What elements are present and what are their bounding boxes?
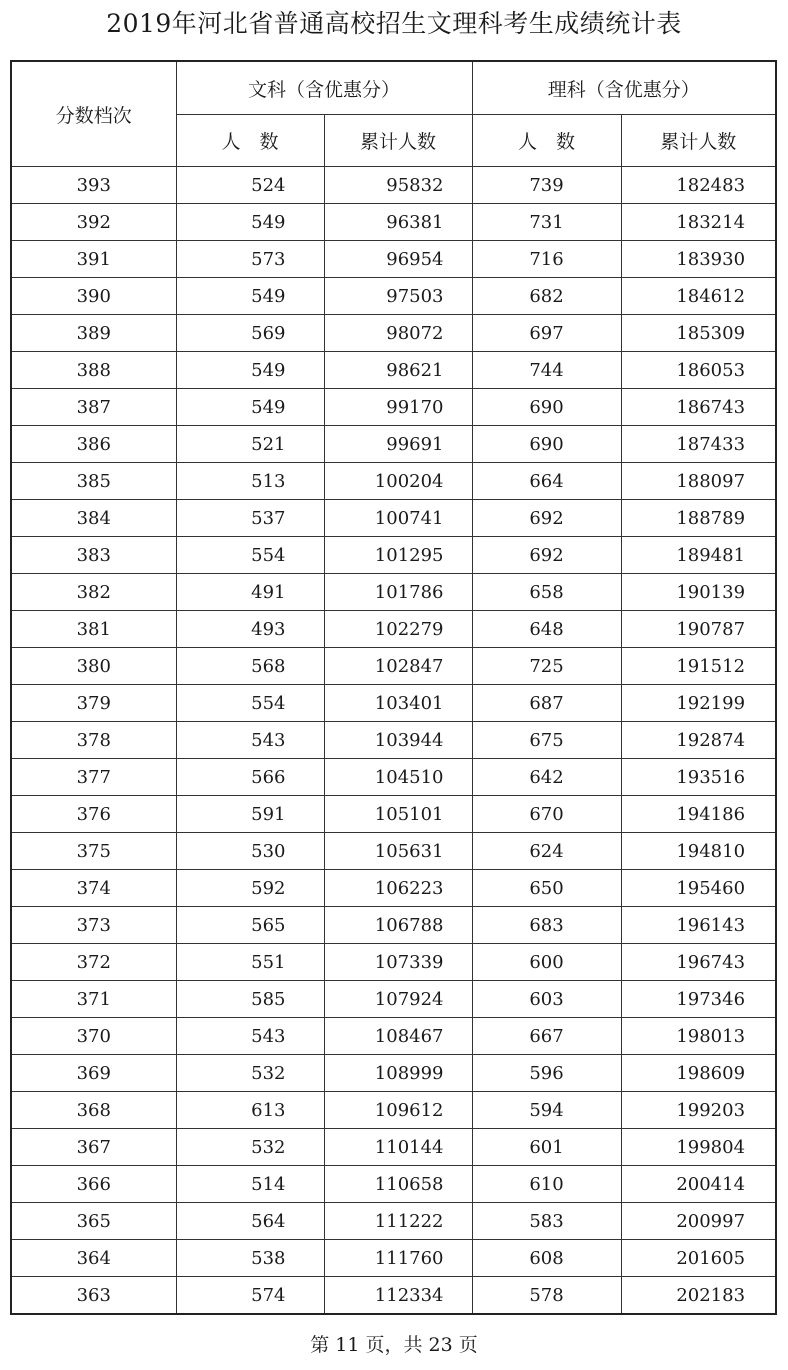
arts-count-cell: 568 bbox=[176, 648, 324, 685]
science-cumulative-cell: 199203 bbox=[621, 1092, 776, 1129]
table-body bbox=[11, 167, 776, 1315]
arts-count-cell: 549 bbox=[176, 278, 324, 315]
score-cell: 391 bbox=[11, 241, 176, 278]
arts-count-cell: 551 bbox=[176, 944, 324, 981]
science-count-cell: 624 bbox=[472, 833, 621, 870]
science-cumulative-cell: 200997 bbox=[621, 1203, 776, 1240]
science-count-cell: 675 bbox=[472, 722, 621, 759]
arts-count-cell: 569 bbox=[176, 315, 324, 352]
science-count-cell: 578 bbox=[472, 1277, 621, 1315]
arts-count-cell: 537 bbox=[176, 500, 324, 537]
arts-cumulative-cell: 102847 bbox=[324, 648, 472, 685]
table-row bbox=[11, 167, 776, 204]
science-cumulative-cell: 196143 bbox=[621, 907, 776, 944]
science-cumulative-cell: 202183 bbox=[621, 1277, 776, 1315]
arts-cumulative-header: 累计人数 bbox=[324, 115, 472, 167]
page-title: 2019年河北省普通高校招生文理科考生成绩统计表 bbox=[106, 9, 682, 38]
science-count-cell: 601 bbox=[472, 1129, 621, 1166]
score-cell: 381 bbox=[11, 611, 176, 648]
arts-count-cell: 514 bbox=[176, 1166, 324, 1203]
arts-cumulative-cell: 106788 bbox=[324, 907, 472, 944]
arts-cumulative-cell: 109612 bbox=[324, 1092, 472, 1129]
science-count-cell: 683 bbox=[472, 907, 621, 944]
science-count-cell: 642 bbox=[472, 759, 621, 796]
table-row bbox=[11, 1203, 776, 1240]
table-row bbox=[11, 352, 776, 389]
science-count-cell: 682 bbox=[472, 278, 621, 315]
science-count-cell: 697 bbox=[472, 315, 621, 352]
science-count-cell: 670 bbox=[472, 796, 621, 833]
arts-cumulative-cell: 102279 bbox=[324, 611, 472, 648]
science-cumulative-cell: 194810 bbox=[621, 833, 776, 870]
score-statistics-table bbox=[10, 60, 777, 1315]
arts-cumulative-cell: 111222 bbox=[324, 1203, 472, 1240]
science-count-cell: 648 bbox=[472, 611, 621, 648]
science-count-cell: 650 bbox=[472, 870, 621, 907]
science-cumulative-cell: 194186 bbox=[621, 796, 776, 833]
table-row bbox=[11, 1166, 776, 1203]
science-cumulative-cell: 193516 bbox=[621, 759, 776, 796]
science-count-cell: 731 bbox=[472, 204, 621, 241]
arts-cumulative-cell: 107339 bbox=[324, 944, 472, 981]
table-row bbox=[11, 685, 776, 722]
arts-count-cell: 554 bbox=[176, 537, 324, 574]
table-row bbox=[11, 500, 776, 537]
science-cumulative-cell: 196743 bbox=[621, 944, 776, 981]
score-cell: 385 bbox=[11, 463, 176, 500]
arts-cumulative-cell: 108999 bbox=[324, 1055, 472, 1092]
score-band-header: 分数档次 bbox=[11, 61, 176, 167]
science-cumulative-cell: 182483 bbox=[621, 167, 776, 204]
science-count-cell: 603 bbox=[472, 981, 621, 1018]
table-row bbox=[11, 944, 776, 981]
score-cell: 374 bbox=[11, 870, 176, 907]
arts-cumulative-cell: 110658 bbox=[324, 1166, 472, 1203]
arts-cumulative-cell: 98621 bbox=[324, 352, 472, 389]
arts-cumulative-cell: 95832 bbox=[324, 167, 472, 204]
science-count-cell: 692 bbox=[472, 537, 621, 574]
arts-count-cell: 543 bbox=[176, 722, 324, 759]
arts-cumulative-cell: 101786 bbox=[324, 574, 472, 611]
score-cell: 390 bbox=[11, 278, 176, 315]
table-row bbox=[11, 648, 776, 685]
science-count-cell: 692 bbox=[472, 500, 621, 537]
science-header: 理科（含优惠分） bbox=[472, 61, 776, 115]
arts-count-cell: 530 bbox=[176, 833, 324, 870]
science-count-cell: 594 bbox=[472, 1092, 621, 1129]
table-row bbox=[11, 1129, 776, 1166]
arts-count-cell: 549 bbox=[176, 204, 324, 241]
science-cumulative-cell: 198013 bbox=[621, 1018, 776, 1055]
science-count-cell: 667 bbox=[472, 1018, 621, 1055]
science-count-cell: 596 bbox=[472, 1055, 621, 1092]
arts-count-cell: 549 bbox=[176, 352, 324, 389]
science-count-cell: 744 bbox=[472, 352, 621, 389]
arts-count-cell: 613 bbox=[176, 1092, 324, 1129]
science-cumulative-cell: 183214 bbox=[621, 204, 776, 241]
arts-count-cell: 574 bbox=[176, 1277, 324, 1315]
score-cell: 365 bbox=[11, 1203, 176, 1240]
science-count-cell: 690 bbox=[472, 426, 621, 463]
science-cumulative-cell: 190139 bbox=[621, 574, 776, 611]
arts-cumulative-cell: 99691 bbox=[324, 426, 472, 463]
arts-count-cell: 585 bbox=[176, 981, 324, 1018]
table-row bbox=[11, 833, 776, 870]
score-cell: 384 bbox=[11, 500, 176, 537]
arts-cumulative-cell: 112334 bbox=[324, 1277, 472, 1315]
score-cell: 388 bbox=[11, 352, 176, 389]
science-count-header: 人 数 bbox=[472, 115, 621, 167]
arts-cumulative-cell: 103944 bbox=[324, 722, 472, 759]
arts-cumulative-cell: 104510 bbox=[324, 759, 472, 796]
table-row bbox=[11, 611, 776, 648]
arts-header: 文科（含优惠分） bbox=[176, 61, 472, 115]
science-count-cell: 725 bbox=[472, 648, 621, 685]
arts-count-cell: 538 bbox=[176, 1240, 324, 1277]
score-cell: 368 bbox=[11, 1092, 176, 1129]
science-count-cell: 690 bbox=[472, 389, 621, 426]
score-cell: 379 bbox=[11, 685, 176, 722]
score-cell: 371 bbox=[11, 981, 176, 1018]
arts-count-cell: 564 bbox=[176, 1203, 324, 1240]
arts-cumulative-cell: 103401 bbox=[324, 685, 472, 722]
arts-count-cell: 493 bbox=[176, 611, 324, 648]
science-count-cell: 658 bbox=[472, 574, 621, 611]
page-number: 第 11 页，共 23 页 bbox=[310, 1334, 478, 1356]
arts-count-cell: 565 bbox=[176, 907, 324, 944]
arts-cumulative-cell: 97503 bbox=[324, 278, 472, 315]
arts-cumulative-cell: 105101 bbox=[324, 796, 472, 833]
table-row bbox=[11, 1092, 776, 1129]
table-row bbox=[11, 870, 776, 907]
score-cell: 386 bbox=[11, 426, 176, 463]
arts-cumulative-cell: 96954 bbox=[324, 241, 472, 278]
table-row bbox=[11, 574, 776, 611]
score-cell: 373 bbox=[11, 907, 176, 944]
score-cell: 383 bbox=[11, 537, 176, 574]
science-cumulative-cell: 195460 bbox=[621, 870, 776, 907]
arts-count-cell: 592 bbox=[176, 870, 324, 907]
arts-cumulative-cell: 107924 bbox=[324, 981, 472, 1018]
score-cell: 372 bbox=[11, 944, 176, 981]
science-cumulative-cell: 200414 bbox=[621, 1166, 776, 1203]
arts-cumulative-cell: 101295 bbox=[324, 537, 472, 574]
science-cumulative-cell: 189481 bbox=[621, 537, 776, 574]
score-cell: 370 bbox=[11, 1018, 176, 1055]
arts-count-cell: 521 bbox=[176, 426, 324, 463]
arts-cumulative-cell: 96381 bbox=[324, 204, 472, 241]
score-cell: 387 bbox=[11, 389, 176, 426]
science-cumulative-cell: 199804 bbox=[621, 1129, 776, 1166]
table-row bbox=[11, 907, 776, 944]
science-count-cell: 739 bbox=[472, 167, 621, 204]
arts-count-cell: 573 bbox=[176, 241, 324, 278]
arts-count-cell: 549 bbox=[176, 389, 324, 426]
science-count-cell: 716 bbox=[472, 241, 621, 278]
table-row bbox=[11, 241, 776, 278]
science-cumulative-cell: 192874 bbox=[621, 722, 776, 759]
arts-count-cell: 543 bbox=[176, 1018, 324, 1055]
science-cumulative-header: 累计人数 bbox=[621, 115, 776, 167]
science-count-cell: 664 bbox=[472, 463, 621, 500]
arts-cumulative-cell: 110144 bbox=[324, 1129, 472, 1166]
table-row bbox=[11, 796, 776, 833]
table-row bbox=[11, 426, 776, 463]
arts-cumulative-cell: 100204 bbox=[324, 463, 472, 500]
science-count-cell: 608 bbox=[472, 1240, 621, 1277]
score-cell: 393 bbox=[11, 167, 176, 204]
score-cell: 369 bbox=[11, 1055, 176, 1092]
science-count-cell: 687 bbox=[472, 685, 621, 722]
science-cumulative-cell: 192199 bbox=[621, 685, 776, 722]
table-row bbox=[11, 1018, 776, 1055]
arts-cumulative-cell: 98072 bbox=[324, 315, 472, 352]
science-count-cell: 583 bbox=[472, 1203, 621, 1240]
table-row bbox=[11, 1277, 776, 1315]
arts-count-cell: 554 bbox=[176, 685, 324, 722]
science-cumulative-cell: 185309 bbox=[621, 315, 776, 352]
table-row bbox=[11, 389, 776, 426]
table-row bbox=[11, 759, 776, 796]
science-cumulative-cell: 191512 bbox=[621, 648, 776, 685]
science-cumulative-cell: 186053 bbox=[621, 352, 776, 389]
science-cumulative-cell: 187433 bbox=[621, 426, 776, 463]
science-count-cell: 600 bbox=[472, 944, 621, 981]
arts-count-cell: 532 bbox=[176, 1129, 324, 1166]
arts-cumulative-cell: 105631 bbox=[324, 833, 472, 870]
arts-count-cell: 591 bbox=[176, 796, 324, 833]
score-cell: 382 bbox=[11, 574, 176, 611]
score-cell: 375 bbox=[11, 833, 176, 870]
score-cell: 392 bbox=[11, 204, 176, 241]
science-count-cell: 610 bbox=[472, 1166, 621, 1203]
table-row bbox=[11, 981, 776, 1018]
score-cell: 377 bbox=[11, 759, 176, 796]
arts-cumulative-cell: 99170 bbox=[324, 389, 472, 426]
score-cell: 363 bbox=[11, 1277, 176, 1315]
arts-cumulative-cell: 108467 bbox=[324, 1018, 472, 1055]
table-row bbox=[11, 278, 776, 315]
score-cell: 366 bbox=[11, 1166, 176, 1203]
score-cell: 367 bbox=[11, 1129, 176, 1166]
score-cell: 378 bbox=[11, 722, 176, 759]
science-cumulative-cell: 184612 bbox=[621, 278, 776, 315]
table-row bbox=[11, 722, 776, 759]
arts-count-cell: 566 bbox=[176, 759, 324, 796]
science-cumulative-cell: 198609 bbox=[621, 1055, 776, 1092]
score-cell: 364 bbox=[11, 1240, 176, 1277]
table-row bbox=[11, 315, 776, 352]
table-row bbox=[11, 537, 776, 574]
arts-cumulative-cell: 100741 bbox=[324, 500, 472, 537]
science-cumulative-cell: 201605 bbox=[621, 1240, 776, 1277]
arts-cumulative-cell: 111760 bbox=[324, 1240, 472, 1277]
science-cumulative-cell: 190787 bbox=[621, 611, 776, 648]
arts-count-cell: 491 bbox=[176, 574, 324, 611]
science-cumulative-cell: 186743 bbox=[621, 389, 776, 426]
arts-count-header: 人 数 bbox=[176, 115, 324, 167]
table-row bbox=[11, 463, 776, 500]
arts-count-cell: 532 bbox=[176, 1055, 324, 1092]
arts-count-cell: 513 bbox=[176, 463, 324, 500]
table-row bbox=[11, 1240, 776, 1277]
science-cumulative-cell: 197346 bbox=[621, 981, 776, 1018]
science-cumulative-cell: 183930 bbox=[621, 241, 776, 278]
score-cell: 376 bbox=[11, 796, 176, 833]
table-row bbox=[11, 204, 776, 241]
science-cumulative-cell: 188789 bbox=[621, 500, 776, 537]
score-cell: 389 bbox=[11, 315, 176, 352]
table-row bbox=[11, 1055, 776, 1092]
table-header bbox=[11, 61, 776, 167]
arts-cumulative-cell: 106223 bbox=[324, 870, 472, 907]
score-cell: 380 bbox=[11, 648, 176, 685]
science-cumulative-cell: 188097 bbox=[621, 463, 776, 500]
arts-count-cell: 524 bbox=[176, 167, 324, 204]
